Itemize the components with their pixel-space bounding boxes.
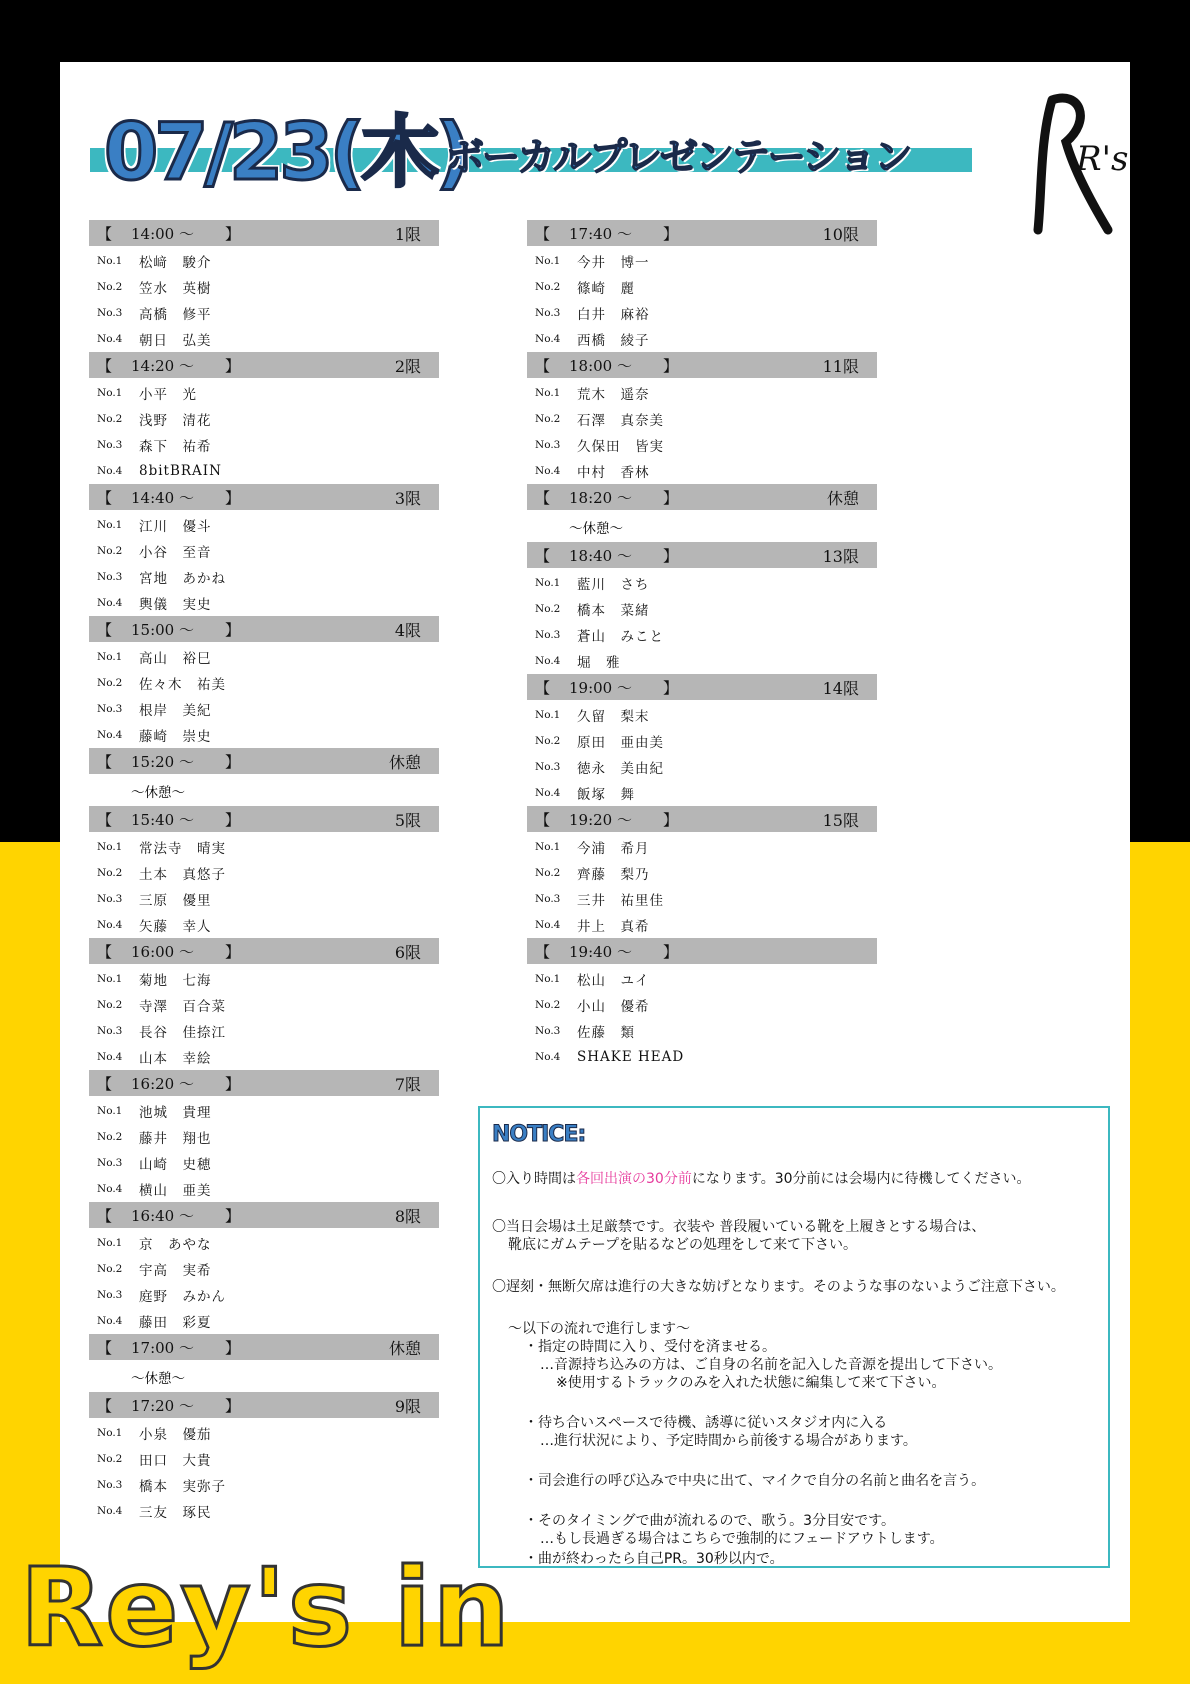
performer-number: No.2 (97, 677, 123, 689)
slot-time: 16:40 〜 (131, 1206, 194, 1225)
bracket-open: 【 (97, 1396, 113, 1415)
performer-number: No.2 (97, 867, 123, 879)
performer-row (527, 1018, 877, 1044)
performer-name: 宮地 あかね (139, 571, 226, 587)
performer-name: 江川 優斗 (139, 519, 212, 535)
performer-row (89, 644, 439, 670)
bracket-close: 】 (225, 1338, 241, 1357)
performer-name: 山崎 史穂 (139, 1157, 212, 1173)
slot-time: 17:00 〜 (131, 1338, 194, 1357)
slot-label: 休憩 (388, 752, 421, 772)
performer-row (527, 728, 877, 754)
slot-time: 16:20 〜 (131, 1074, 194, 1093)
performer-name: 原田 亜由美 (577, 735, 664, 751)
performer-number: No.4 (97, 597, 123, 609)
performer-name: 庭野 みかん (139, 1289, 226, 1305)
slot-header (89, 616, 439, 642)
performer-row (89, 886, 439, 912)
performer-number: No.1 (97, 255, 123, 267)
break-note: 〜休憩〜 (131, 785, 185, 801)
bracket-close: 】 (225, 1206, 241, 1225)
notice-step-4-note: …もし長過ぎる場合はこちらで強制的にフェードアウトします。 (540, 1531, 944, 1547)
performer-number: No.2 (535, 413, 561, 425)
performer-name: 京 あやな (139, 1237, 212, 1253)
performer-row (89, 1124, 439, 1150)
performer-number: No.3 (97, 439, 123, 451)
bracket-open: 【 (97, 752, 113, 771)
slot-label: 9限 (394, 1396, 421, 1416)
performer-name: 藤田 彩夏 (139, 1315, 212, 1331)
performer-number: No.1 (97, 519, 123, 531)
performer-row (89, 1446, 439, 1472)
performer-row (89, 722, 439, 748)
performer-row (89, 300, 439, 326)
slot-time: 16:00 〜 (131, 942, 194, 961)
bracket-open: 【 (535, 678, 551, 697)
performer-name: 蒼山 みこと (577, 629, 664, 645)
slot-header (89, 1070, 439, 1096)
performer-name: 齊藤 梨乃 (577, 867, 650, 883)
bracket-open: 【 (535, 224, 551, 243)
performer-number: No.4 (535, 787, 561, 799)
performer-name: 荒木 遥奈 (577, 387, 650, 403)
slot-label: 8限 (394, 1206, 421, 1226)
performer-number: No.3 (535, 893, 561, 905)
performer-row (89, 512, 439, 538)
performer-name: 小山 優希 (577, 999, 650, 1015)
performer-number: No.2 (97, 1131, 123, 1143)
bracket-open: 【 (535, 488, 551, 507)
bracket-open: 【 (97, 356, 113, 375)
rs-logo (1030, 80, 1129, 250)
notice-title: NOTICE: (492, 1122, 586, 1147)
performer-name: 小平 光 (139, 387, 197, 403)
bracket-close: 】 (663, 546, 679, 565)
performer-number: No.1 (97, 841, 123, 853)
bracket-close: 】 (225, 356, 241, 375)
performer-number: No.3 (97, 1157, 123, 1169)
performer-number: No.2 (535, 281, 561, 293)
performer-row (89, 458, 439, 484)
performer-number: No.2 (97, 545, 123, 557)
bracket-open: 【 (535, 546, 551, 565)
performer-number: No.1 (97, 651, 123, 663)
performer-number: No.4 (97, 1051, 123, 1063)
performer-number: No.3 (535, 1025, 561, 1037)
performer-number: No.3 (97, 571, 123, 583)
performer-row (527, 380, 877, 406)
performer-name: 宇高 実希 (139, 1263, 212, 1279)
performer-row (527, 648, 877, 674)
bracket-close: 】 (225, 620, 241, 639)
performer-row (89, 1420, 439, 1446)
performer-number: No.3 (97, 1025, 123, 1037)
performer-name: 井上 真希 (577, 919, 650, 935)
performer-number: No.4 (97, 465, 123, 477)
performer-row (89, 992, 439, 1018)
performer-row (89, 670, 439, 696)
slot-header (89, 1334, 439, 1360)
performer-name: 中村 香林 (577, 465, 650, 481)
slot-header (89, 806, 439, 832)
slot-time: 18:20 〜 (569, 488, 632, 507)
performer-row (89, 1230, 439, 1256)
schedule-column-right (527, 220, 877, 1070)
performer-name: 田口 大貴 (139, 1453, 212, 1469)
performer-number: No.3 (535, 307, 561, 319)
performer-name: 藍川 さち (577, 577, 650, 593)
performer-name: 久留 梨末 (577, 709, 650, 725)
slot-label: 14限 (822, 678, 859, 698)
performer-number: No.2 (535, 735, 561, 747)
slot-label: 5限 (394, 810, 421, 830)
performer-number: No.3 (97, 307, 123, 319)
notice-step-4: ・そのタイミングで曲が流れるので、歌う。3分目安です。 (524, 1513, 895, 1529)
bracket-close: 】 (225, 942, 241, 961)
performer-name: 三原 優里 (139, 893, 212, 909)
slot-header (89, 484, 439, 510)
slot-header (527, 806, 877, 832)
performer-row (89, 1150, 439, 1176)
performer-row (527, 702, 877, 728)
bracket-open: 【 (97, 620, 113, 639)
performer-row (89, 1256, 439, 1282)
performer-name: 寺澤 百合菜 (139, 999, 226, 1015)
performer-number: No.1 (97, 1105, 123, 1117)
performer-number: No.4 (97, 919, 123, 931)
performer-row (527, 274, 877, 300)
slot-time: 17:20 〜 (131, 1396, 194, 1415)
performer-name: 高山 裕巳 (139, 651, 212, 667)
notice-flow-title: 〜以下の流れで進行します〜 (508, 1321, 690, 1337)
break-note: 〜休憩〜 (131, 1371, 185, 1387)
performer-name: 山本 幸絵 (139, 1051, 212, 1067)
slot-header (89, 220, 439, 246)
notice-shoes-detail: 靴底にガムテープを貼るなどの処理をして来て下さい。 (508, 1237, 858, 1253)
bracket-open: 【 (97, 488, 113, 507)
performer-row (89, 432, 439, 458)
bracket-close: 】 (225, 224, 241, 243)
performer-number: No.4 (97, 1505, 123, 1517)
performer-name: 西橋 綾子 (577, 333, 650, 349)
performer-name: 根岸 美紀 (139, 703, 212, 719)
performer-row (89, 860, 439, 886)
performer-number: No.1 (97, 973, 123, 985)
bracket-close: 】 (225, 752, 241, 771)
slot-label: 6限 (394, 942, 421, 962)
performer-number: No.4 (535, 465, 561, 477)
performer-name: 今井 博一 (577, 255, 650, 271)
performer-row (527, 780, 877, 806)
performer-number: No.1 (535, 255, 561, 267)
notice-arrival: 〇入り時間は各回出演の30分前になります。30分前には会場内に待機してください。 (492, 1171, 1031, 1187)
slot-time: 15:20 〜 (131, 752, 194, 771)
performer-number: No.4 (535, 1051, 561, 1063)
slot-header (527, 220, 877, 246)
slot-label: 11限 (822, 356, 859, 376)
performer-row (89, 834, 439, 860)
performer-row (527, 834, 877, 860)
bracket-open: 【 (97, 810, 113, 829)
performer-number: No.4 (535, 333, 561, 345)
performer-name: 菊地 七海 (139, 973, 212, 989)
logo-text: R's (1076, 139, 1129, 179)
slot-time: 14:20 〜 (131, 356, 194, 375)
performer-name: 松山 ユイ (577, 973, 650, 989)
performer-number: No.3 (97, 1289, 123, 1301)
performer-number: No.3 (97, 703, 123, 715)
slot-label: 7限 (394, 1074, 421, 1094)
bracket-close: 】 (663, 488, 679, 507)
bracket-open: 【 (97, 1338, 113, 1357)
performer-number: No.4 (535, 655, 561, 667)
performer-row (89, 1018, 439, 1044)
notice-step-3: ・司会進行の呼び込みで中央に出て、マイクで自分の名前と曲名を言う。 (524, 1473, 986, 1489)
performer-row (527, 432, 877, 458)
performer-row (89, 966, 439, 992)
performer-name: 松﨑 駿介 (139, 255, 212, 271)
performer-row (89, 1498, 439, 1524)
performer-row (527, 754, 877, 780)
slot-label: 13限 (822, 546, 859, 566)
slot-header (527, 938, 877, 964)
performer-number: No.3 (535, 439, 561, 451)
slot-label: 休憩 (388, 1338, 421, 1358)
bracket-close: 】 (663, 942, 679, 961)
slot-time: 19:00 〜 (569, 678, 632, 697)
slot-label: 1限 (394, 224, 421, 244)
bracket-open: 【 (97, 1206, 113, 1225)
bracket-close: 】 (663, 224, 679, 243)
performer-row (89, 696, 439, 722)
slot-time: 14:40 〜 (131, 488, 194, 507)
performer-number: No.3 (97, 1479, 123, 1491)
performer-row (527, 326, 877, 352)
footer-brand: Rey's in (20, 1546, 512, 1671)
performer-name: 橋本 実弥子 (139, 1479, 226, 1495)
performer-name: 石澤 真奈美 (577, 413, 664, 429)
performer-number: No.1 (97, 1237, 123, 1249)
performer-row (527, 300, 877, 326)
performer-number: No.2 (97, 1263, 123, 1275)
bracket-close: 】 (225, 1396, 241, 1415)
performer-name: 佐藤 類 (577, 1025, 635, 1041)
performer-number: No.4 (97, 333, 123, 345)
slot-time: 17:40 〜 (569, 224, 632, 243)
performer-row (89, 326, 439, 352)
performer-number: No.2 (535, 999, 561, 1011)
performer-name: 小泉 優茄 (139, 1427, 212, 1443)
performer-name: 篠崎 麗 (577, 281, 635, 297)
slot-time: 18:40 〜 (569, 546, 632, 565)
schedule-column-left (89, 220, 439, 1524)
performer-row (527, 1044, 877, 1070)
slot-header (527, 484, 877, 510)
performer-number: No.4 (535, 919, 561, 931)
performer-number: No.2 (97, 999, 123, 1011)
performer-number: No.4 (97, 1315, 123, 1327)
performer-number: No.1 (535, 709, 561, 721)
performer-number: No.2 (535, 603, 561, 615)
performer-number: No.1 (97, 1427, 123, 1439)
performer-number: No.2 (97, 413, 123, 425)
slot-header (527, 542, 877, 568)
performer-row (89, 590, 439, 616)
performer-name: SHAKE HEAD (577, 1049, 685, 1065)
performer-name: 佐々木 祐美 (139, 677, 226, 693)
notice-step-1: ・指定の時間に入り、受付を済ませる。 (524, 1339, 776, 1355)
performer-row (89, 912, 439, 938)
performer-name: 常法寺 晴実 (139, 841, 226, 857)
bracket-open: 【 (535, 356, 551, 375)
performer-number: No.3 (535, 761, 561, 773)
schedule-sheet (60, 62, 1130, 1622)
performer-row (527, 248, 877, 274)
performer-number: No.4 (97, 1183, 123, 1195)
slot-header (527, 674, 877, 700)
performer-number: No.1 (535, 387, 561, 399)
bracket-close: 】 (225, 1074, 241, 1093)
performer-row (527, 912, 877, 938)
performer-number: No.3 (97, 893, 123, 905)
bracket-open: 【 (535, 942, 551, 961)
performer-row (527, 992, 877, 1018)
performer-name: 堀 雅 (577, 655, 621, 671)
slot-label: 3限 (394, 488, 421, 508)
performer-name: 三井 祐里佳 (577, 893, 664, 909)
performer-name: 橋本 菜緒 (577, 603, 650, 619)
performer-row (89, 248, 439, 274)
slot-time: 19:40 〜 (569, 942, 632, 961)
performer-row (527, 622, 877, 648)
slot-time: 14:00 〜 (131, 224, 194, 243)
performer-name: 藤崎 崇史 (139, 729, 212, 745)
slot-time: 15:00 〜 (131, 620, 194, 639)
performer-name: 輿儀 実史 (139, 597, 212, 613)
slot-label: 10限 (822, 224, 859, 244)
performer-name: 徳永 美由紀 (577, 761, 664, 777)
notice-lateness: 〇遅刻・無断欠席は進行の大きな妨げとなります。そのような事のないようご注意下さい。 (492, 1279, 1065, 1295)
performer-row (89, 380, 439, 406)
performer-name: 矢藤 幸人 (139, 919, 212, 935)
performer-row (527, 966, 877, 992)
performer-number: No.1 (97, 387, 123, 399)
bracket-close: 】 (663, 678, 679, 697)
performer-row (527, 570, 877, 596)
slot-label: 15限 (822, 810, 859, 830)
performer-row (527, 596, 877, 622)
performer-row (89, 1472, 439, 1498)
slot-header (89, 1202, 439, 1228)
performer-number: No.3 (535, 629, 561, 641)
performer-name: 横山 亜美 (139, 1183, 212, 1199)
notice-step-5: ・曲が終わったら自己PR。30秒以内で。 (524, 1551, 784, 1567)
slot-label: 休憩 (826, 488, 859, 508)
performer-name: 池城 貴理 (139, 1105, 212, 1121)
performer-name: 笠水 英樹 (139, 281, 212, 297)
slot-header (89, 938, 439, 964)
performer-row (89, 538, 439, 564)
notice-step-1-note: …音源持ち込みの方は、ご自身の名前を記入した音源を提出して下さい。 (540, 1357, 1002, 1373)
performer-name: 小谷 至音 (139, 545, 212, 561)
page-title-date: 07/23(木) (104, 108, 467, 198)
performer-row (527, 860, 877, 886)
performer-number: No.1 (535, 973, 561, 985)
bracket-close: 】 (225, 488, 241, 507)
performer-name: 高橋 修平 (139, 307, 212, 323)
break-note: 〜休憩〜 (569, 521, 623, 537)
performer-name: 白井 麻裕 (577, 307, 650, 323)
bracket-open: 【 (535, 810, 551, 829)
bracket-close: 】 (663, 810, 679, 829)
performer-number: No.1 (535, 841, 561, 853)
slot-time: 15:40 〜 (131, 810, 194, 829)
performer-number: No.4 (97, 729, 123, 741)
performer-name: 8bitBRAIN (139, 463, 222, 479)
slot-header (89, 1392, 439, 1418)
slot-header (89, 352, 439, 378)
performer-name: 浅野 清花 (139, 413, 212, 429)
bracket-open: 【 (97, 942, 113, 961)
performer-row (527, 458, 877, 484)
performer-name: 今浦 希月 (577, 841, 650, 857)
performer-row (89, 1282, 439, 1308)
slot-label: 4限 (394, 620, 421, 640)
notice-step-1-note-2: ※使用するトラックのみを入れた状態に編集して来て下さい。 (556, 1375, 946, 1391)
slot-header (527, 352, 877, 378)
notice-shoes: 〇当日会場は土足厳禁です。衣装や 普段履いている靴を上履きとする場合は、 (492, 1219, 986, 1235)
performer-row (527, 886, 877, 912)
bracket-close: 】 (663, 356, 679, 375)
performer-name: 長谷 佳捺江 (139, 1025, 226, 1041)
notice-box (478, 1106, 1110, 1568)
performer-number: No.2 (97, 281, 123, 293)
performer-row (89, 1044, 439, 1070)
performer-row (89, 1176, 439, 1202)
slot-label: 2限 (394, 356, 421, 376)
performer-name: 藤井 翔也 (139, 1131, 212, 1147)
performer-name: 飯塚 舞 (577, 787, 635, 803)
performer-number: No.1 (535, 577, 561, 589)
performer-row (89, 274, 439, 300)
performer-name: 森下 祐希 (139, 439, 212, 455)
performer-row (89, 564, 439, 590)
page-title-subtitle: ボーカルプレゼンテーション (446, 135, 911, 179)
slot-time: 18:00 〜 (569, 356, 632, 375)
notice-step-2-note: …進行状況により、予定時間から前後する場合があります。 (540, 1433, 917, 1449)
performer-row (89, 406, 439, 432)
bracket-open: 【 (97, 1074, 113, 1093)
performer-row (89, 1098, 439, 1124)
performer-name: 土本 真悠子 (139, 867, 226, 883)
performer-name: 朝日 弘美 (139, 333, 212, 349)
performer-name: 久保田 皆実 (577, 439, 664, 455)
performer-row (89, 1308, 439, 1334)
bracket-open: 【 (97, 224, 113, 243)
performer-row (527, 406, 877, 432)
notice-step-2: ・待ち合いスペースで待機、誘導に従いスタジオ内に入る (524, 1415, 888, 1431)
performer-number: No.2 (535, 867, 561, 879)
slot-time: 19:20 〜 (569, 810, 632, 829)
slot-header (89, 748, 439, 774)
bracket-close: 】 (225, 810, 241, 829)
performer-number: No.2 (97, 1453, 123, 1465)
performer-name: 三友 琢民 (139, 1505, 212, 1521)
